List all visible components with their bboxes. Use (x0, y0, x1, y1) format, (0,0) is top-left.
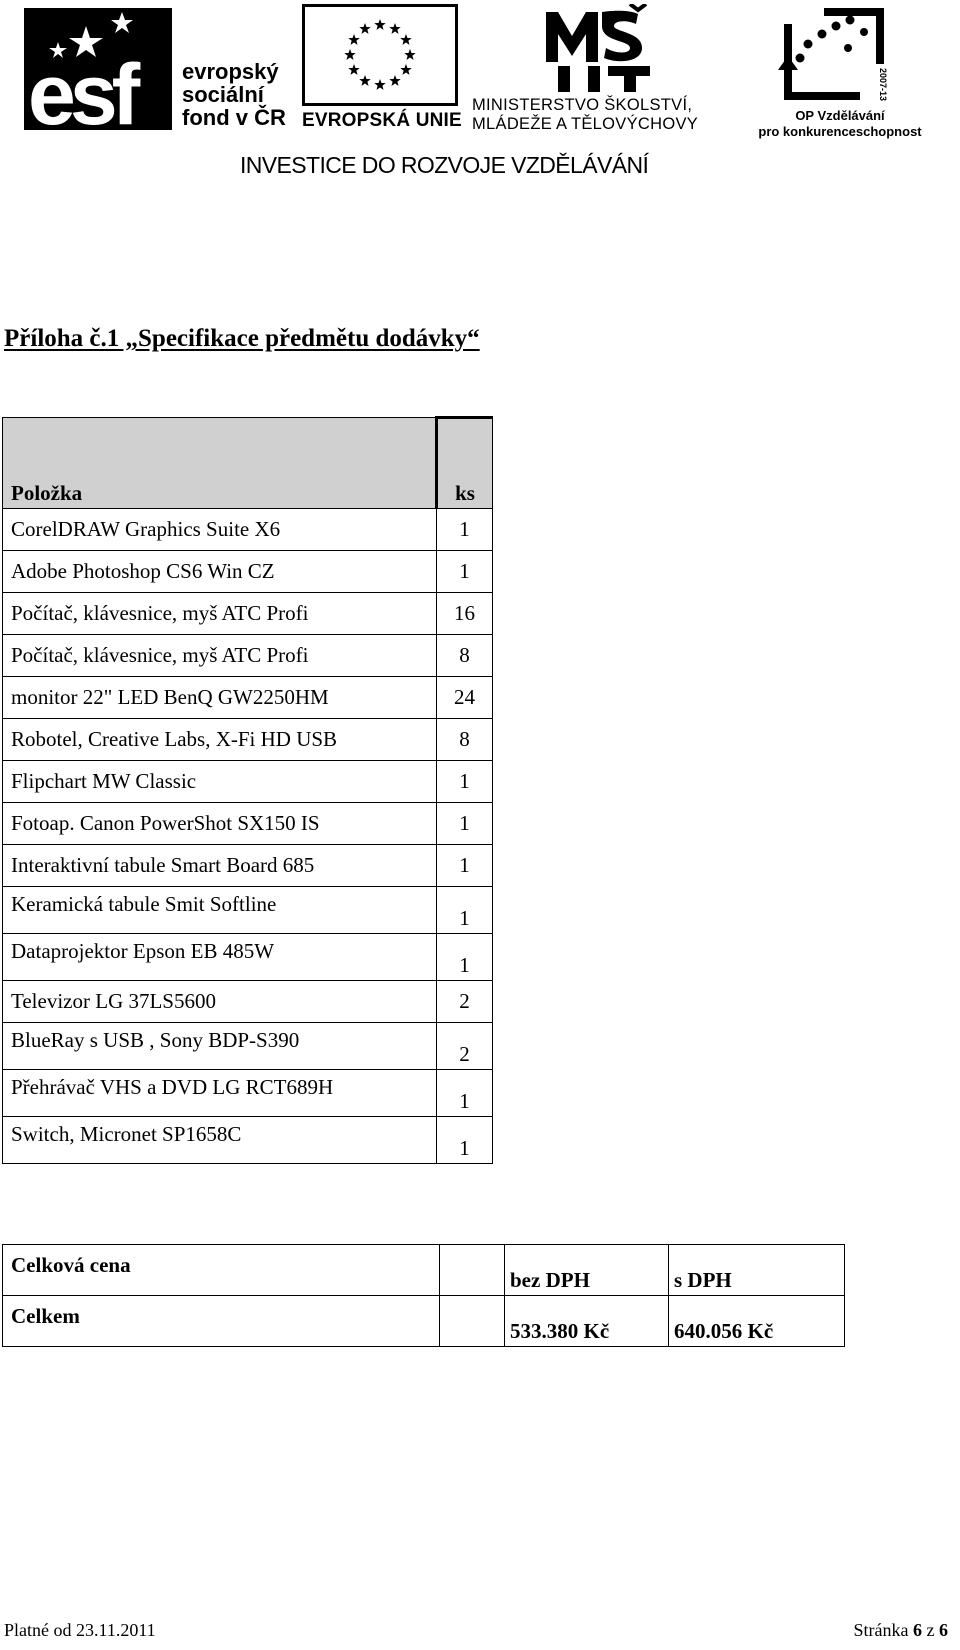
eu-logo (302, 4, 460, 134)
items-body (3, 509, 493, 1164)
eu-star-icon (400, 64, 411, 75)
esf-line3: fond v ČR (182, 105, 286, 130)
eu-star-icon (374, 79, 385, 90)
esf-text (182, 60, 286, 129)
item-qty: 8 (437, 719, 493, 761)
item-name: Počítač, klávesnice, myš ATC Profi (3, 635, 437, 677)
item-name: Dataprojektor Epson EB 485W (3, 934, 437, 981)
item-qty: 16 (437, 593, 493, 635)
table-row (3, 981, 493, 1023)
item-name: Robotel, Creative Labs, X-Fi HD USB (3, 719, 437, 761)
eu-star-icon (404, 49, 415, 60)
item-qty: 1 (437, 1117, 493, 1164)
eu-star-icon (348, 34, 359, 45)
price-value-with-vat: 640.056 Kč (669, 1296, 845, 1347)
page-heading: Příloha č.1 „Specifikace předmětu dodávky“ (4, 325, 480, 352)
table-row (3, 1023, 493, 1070)
table-row (3, 1117, 493, 1164)
table-row (3, 593, 493, 635)
op-logo (750, 4, 930, 139)
footer-page-total: 6 (939, 1620, 948, 1640)
table-row (3, 1070, 493, 1117)
esf-mark-icon (24, 8, 172, 130)
esf-line2: sociální (182, 82, 264, 107)
item-qty: 1 (437, 803, 493, 845)
price-blank-cell (440, 1296, 505, 1347)
msmt-text (472, 96, 742, 134)
item-qty: 1 (437, 551, 493, 593)
item-qty: 24 (437, 677, 493, 719)
item-qty: 1 (437, 845, 493, 887)
op-mark-icon (778, 4, 898, 102)
msmt-logo (472, 4, 742, 134)
table-row (3, 719, 493, 761)
eu-star-icon (374, 19, 385, 30)
eu-flag-icon (302, 4, 458, 106)
table-row (3, 761, 493, 803)
eu-caption: EVROPSKÁ UNIE (302, 110, 462, 131)
price-col-without-vat: bez DPH (505, 1245, 669, 1296)
price-blank-cell (440, 1245, 505, 1296)
esf-line1: evropský (182, 59, 279, 84)
table-row (3, 635, 493, 677)
op-text (750, 108, 930, 140)
item-name: CorelDRAW Graphics Suite X6 (3, 509, 437, 551)
eu-star-icon (389, 75, 400, 86)
item-name: Keramická tabule Smit Softline (3, 887, 437, 934)
logo-header (0, 0, 960, 190)
eu-star-icon (344, 49, 355, 60)
item-name: Počítač, klávesnice, myš ATC Profi (3, 593, 437, 635)
esf-logo (24, 8, 284, 133)
price-col-with-vat: s DPH (669, 1245, 845, 1296)
footer-page-number (854, 1620, 948, 1641)
footer-page-sep: z (926, 1620, 935, 1640)
investice-slogan: INVESTICE DO ROZVOJE VZDĚLÁVÁNÍ (240, 152, 649, 178)
svg-text:esf: esf (28, 47, 135, 130)
price-row-header (3, 1245, 845, 1296)
item-qty: 1 (437, 509, 493, 551)
items-header-row (3, 418, 493, 509)
footer-page-current: 6 (913, 1620, 922, 1640)
msmt-line1: MINISTERSTVO ŠKOLSTVÍ, (472, 96, 693, 114)
table-row (3, 803, 493, 845)
item-name: Televizor LG 37LS5600 (3, 981, 437, 1023)
item-name: Adobe Photoshop CS6 Win CZ (3, 551, 437, 593)
item-qty: 1 (437, 934, 493, 981)
eu-star-icon (348, 64, 359, 75)
item-name: Interaktivní tabule Smart Board 685 (3, 845, 437, 887)
table-row (3, 845, 493, 887)
price-table (2, 1244, 845, 1347)
footer-page-prefix: Stránka (853, 1620, 909, 1640)
table-row (3, 509, 493, 551)
eu-star-icon (389, 23, 400, 34)
item-qty: 8 (437, 635, 493, 677)
item-qty: 2 (437, 1023, 493, 1070)
header-name: Položka (3, 418, 437, 509)
eu-star-icon (359, 23, 370, 34)
item-qty: 2 (437, 981, 493, 1023)
eu-star-icon (359, 75, 370, 86)
price-value-without-vat: 533.380 Kč (505, 1296, 669, 1347)
op-line2: pro konkurenceschopnost (758, 124, 922, 139)
op-years: 2007-13 (878, 68, 888, 102)
item-qty: 1 (437, 1070, 493, 1117)
price-label-sum: Celkem (3, 1296, 440, 1347)
price-label-total: Celková cena (3, 1245, 440, 1296)
msmt-line2: MLÁDEŽE A TĚLOVÝCHOVY (472, 115, 699, 133)
item-qty: 1 (437, 761, 493, 803)
table-row (3, 677, 493, 719)
item-name: Přehrávač VHS a DVD LG RCT689H (3, 1070, 437, 1117)
table-row (3, 887, 493, 934)
item-name: Flipchart MW Classic (3, 761, 437, 803)
price-row-sum (3, 1296, 845, 1347)
items-table (2, 416, 493, 1164)
header-qty: ks (437, 418, 493, 509)
eu-star-icon (400, 34, 411, 45)
table-row (3, 551, 493, 593)
item-name: monitor 22" LED BenQ GW2250HM (3, 677, 437, 719)
item-qty: 1 (437, 887, 493, 934)
table-row (3, 934, 493, 981)
footer-valid-from: Platné od 23.11.2011 (4, 1620, 156, 1640)
op-line1: OP Vzdělávání (795, 108, 885, 123)
item-name: Fotoap. Canon PowerShot SX150 IS (3, 803, 437, 845)
item-name: BlueRay s USB , Sony BDP-S390 (3, 1023, 437, 1070)
item-name: Switch, Micronet SP1658C (3, 1117, 437, 1164)
msmt-mark-icon (538, 4, 658, 94)
